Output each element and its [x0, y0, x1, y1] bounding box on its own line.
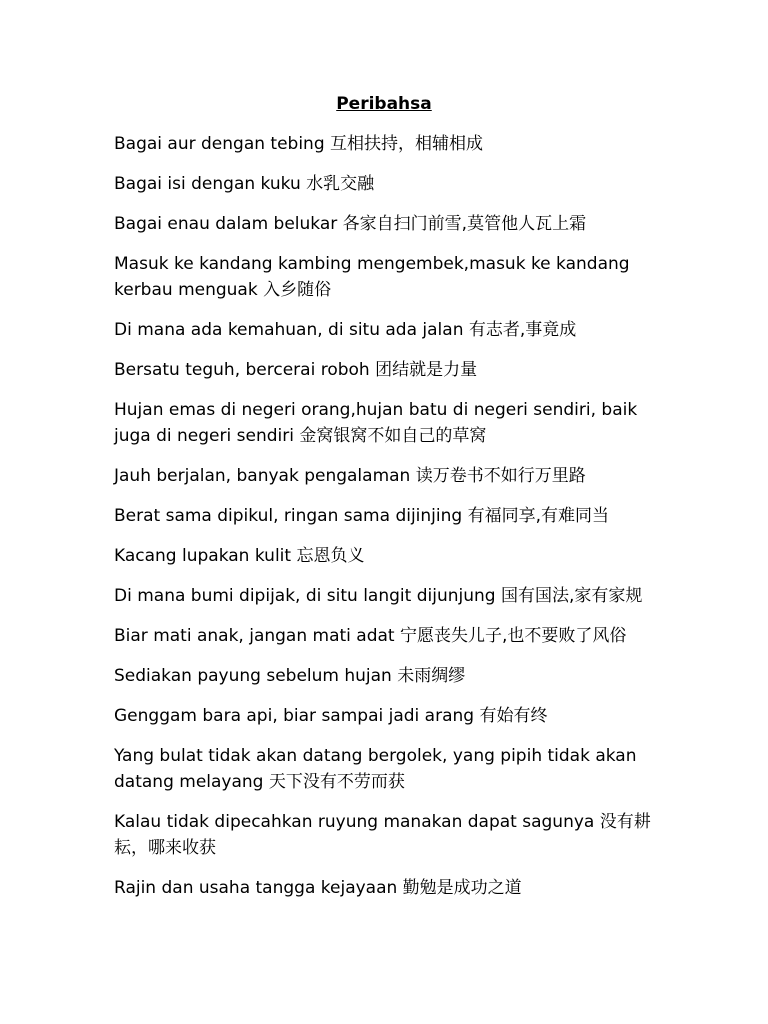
proverb-item: Rajin dan usaha tangga kejayaan 勤勉是成功之道: [114, 878, 522, 898]
proverb-item: Bagai enau dalam belukar 各家自扫门前雪,莫管他人瓦上霜: [114, 214, 587, 234]
page-title: Peribahsa: [336, 94, 432, 114]
proverb-list: [114, 131, 664, 915]
proverb-item: Kacang lupakan kulit 忘恩负义: [114, 546, 365, 566]
proverb-item: Berat sama dipikul, ringan sama dijinjing 有福同享,有难同当: [114, 506, 609, 526]
proverb-item: Bagai aur dengan tebing 互相扶持，相辅相成: [114, 134, 484, 154]
proverb-item: Sediakan payung sebelum hujan 未雨绸缪: [114, 666, 466, 686]
proverb-item: Bersatu teguh, bercerai roboh 团结就是力量: [114, 360, 478, 380]
proverb-item: Jauh berjalan, banyak pengalaman 读万卷书不如行万里路: [114, 466, 586, 486]
proverb-item: Biar mati anak, jangan mati adat 宁愿丧失儿子,也不要败了风俗: [114, 626, 627, 646]
proverb-item: Bagai isi dengan kuku 水乳交融: [114, 174, 375, 194]
proverb-item: Di mana bumi dipijak, di situ langit dijunjung 国有国法,家有家规: [114, 586, 643, 606]
proverb-item: Di mana ada kemahuan, di situ ada jalan 有志者,事竟成: [114, 320, 577, 340]
proverb-item: Masuk ke kandang kambing mengembek,masuk ke kandang kerbau menguak 入乡随俗: [114, 254, 630, 300]
proverb-item: Genggam bara api, biar sampai jadi arang 有始有终: [114, 706, 548, 726]
proverb-item: Hujan emas di negeri orang,hujan batu di negeri sendiri, baik juga di negeri sendiri 金窝银窝不如自己的草窝: [114, 400, 638, 446]
proverb-item: Kalau tidak dipecahkan ruyung manakan dapat sagunya 没有耕耘，哪来收获: [114, 812, 651, 858]
proverb-item: Yang bulat tidak akan datang bergolek, yang pipih tidak akan datang melayang 天下没有不劳而获: [114, 746, 637, 792]
